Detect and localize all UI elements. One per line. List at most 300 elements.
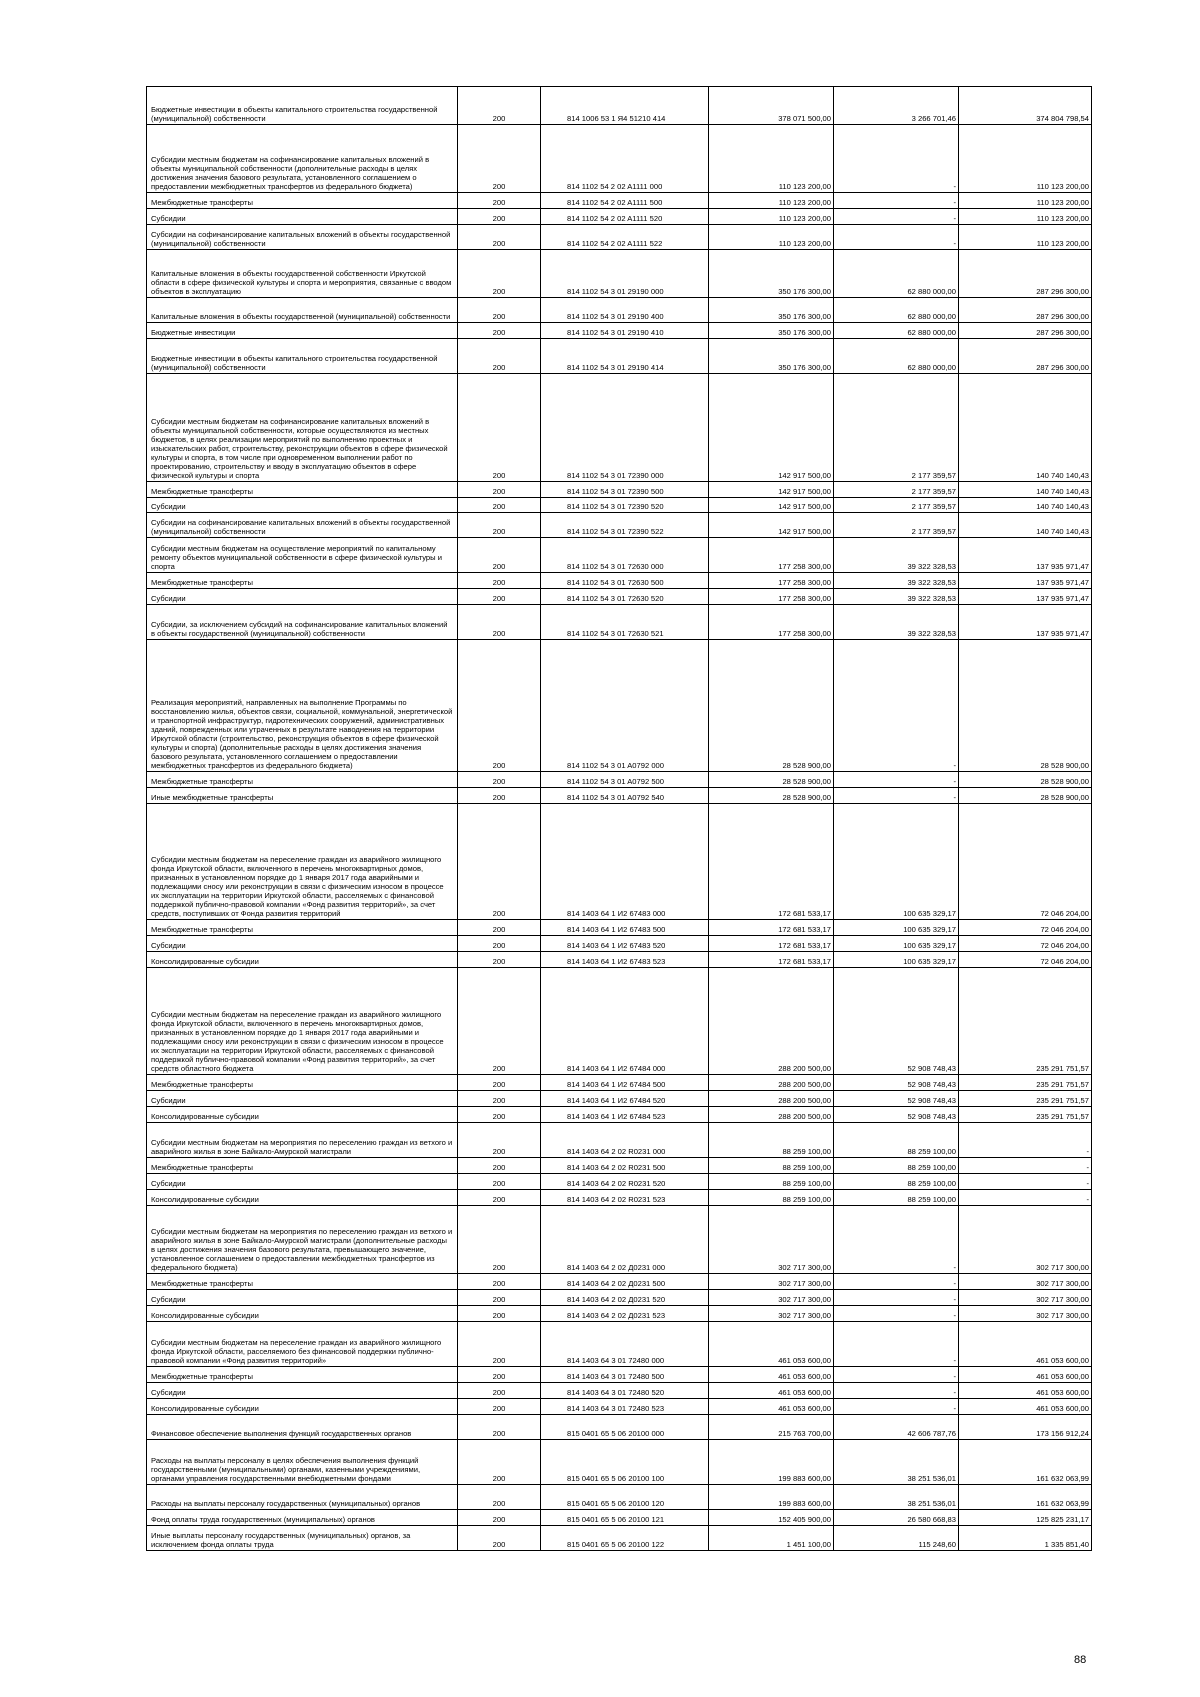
row-amount-1-cell: 152 405 900,00 — [709, 1510, 834, 1526]
row-name-cell: Фонд оплаты труда государственных (муниципальных) органов — [147, 1510, 458, 1526]
row-name-cell: Субсидии местным бюджетам на переселение граждан из аварийного жилищного фонда Иркутской области, включенного в перечень многоквартирных домов, признанных в установленном порядке до 1 января 2017 года аварийными и подлежащими сносу или реконструкции в связи с физическим износом в процессе их эксплуатации на территории Иркутской области, расселяемых с финансовой поддержкой публично-правовой компании «Фонд развития территорий», за счет средств областного бюджета — [147, 968, 458, 1075]
row-code-cell: 200 — [458, 538, 541, 573]
row-classification-cell: 814 1102 54 3 01 29190 410 — [541, 323, 709, 339]
row-name-cell: Субсидии местным бюджетам на переселение граждан из аварийного жилищного фонда Иркутской области, включенного в перечень многоквартирных домов, признанных в установленном порядке до 1 января 2017 года аварийными и подлежащими сносу или реконструкции в связи с физическим износом в процессе их эксплуатации на территории Иркутской области, расселяемых с финансовой поддержкой публично-правовой компании «Фонд развития территорий», за счет средств, поступивших от Фонда развития территорий — [147, 804, 458, 920]
row-amount-2-cell: - — [834, 1274, 959, 1290]
row-amount-2-cell: 2 177 359,57 — [834, 513, 959, 538]
row-name-cell: Капитальные вложения в объекты государственной собственности Иркутской области в сфере физической культуры и спорта и мероприятия, связанные с вводом объектов в эксплуатацию — [147, 250, 458, 298]
row-amount-1-cell: 28 528 900,00 — [709, 772, 834, 788]
row-amount-1-cell: 302 717 300,00 — [709, 1290, 834, 1306]
row-name-cell: Субсидии — [147, 1290, 458, 1306]
row-classification-cell: 814 1102 54 3 01 72390 000 — [541, 374, 709, 482]
table-row — [147, 193, 1092, 209]
row-code-cell: 200 — [458, 1322, 541, 1367]
row-code-cell: 200 — [458, 482, 541, 498]
table-row — [147, 1367, 1092, 1383]
row-amount-1-cell: 302 717 300,00 — [709, 1274, 834, 1290]
row-amount-1-cell: 1 451 100,00 — [709, 1526, 834, 1551]
row-name-cell: Межбюджетные трансферты — [147, 573, 458, 589]
row-amount-2-cell: 88 259 100,00 — [834, 1190, 959, 1206]
row-code-cell: 200 — [458, 513, 541, 538]
row-amount-1-cell: 88 259 100,00 — [709, 1123, 834, 1158]
row-amount-1-cell: 177 258 300,00 — [709, 605, 834, 640]
row-name-cell: Субсидии, за исключением субсидий на софинансирование капитальных вложений в объекты государственной (муниципальной) собственности — [147, 605, 458, 640]
row-code-cell: 200 — [458, 225, 541, 250]
row-amount-2-cell: - — [834, 1290, 959, 1306]
row-name-cell: Субсидии — [147, 1383, 458, 1399]
row-amount-1-cell: 177 258 300,00 — [709, 538, 834, 573]
table-row — [147, 1383, 1092, 1399]
row-amount-1-cell: 378 071 500,00 — [709, 87, 834, 125]
row-amount-1-cell: 350 176 300,00 — [709, 323, 834, 339]
row-amount-1-cell: 199 883 600,00 — [709, 1440, 834, 1485]
row-name-cell: Субсидии местным бюджетам на мероприятия по переселению граждан из ветхого и аварийного жилья в зоне Байкало-Амурской магистрали (дополнительные расходы в целях достижения значения базового результата, превышающего значение, установленное соглашением о предоставлении межбюджетных трансфертов из федерального бюджета) — [147, 1206, 458, 1274]
row-code-cell: 200 — [458, 1206, 541, 1274]
row-amount-2-cell: 38 251 536,01 — [834, 1440, 959, 1485]
row-classification-cell: 815 0401 65 5 06 20100 120 — [541, 1485, 709, 1510]
row-amount-2-cell: - — [834, 640, 959, 772]
row-amount-3-cell: 28 528 900,00 — [959, 772, 1092, 788]
row-amount-2-cell: - — [834, 1383, 959, 1399]
table-row — [147, 298, 1092, 323]
table-row — [147, 1290, 1092, 1306]
row-amount-3-cell: 235 291 751,57 — [959, 1075, 1092, 1091]
table-row — [147, 339, 1092, 374]
page-number: 88 — [1074, 1654, 1087, 1666]
row-amount-1-cell: 172 681 533,17 — [709, 936, 834, 952]
row-code-cell: 200 — [458, 1485, 541, 1510]
row-amount-2-cell: 39 322 328,53 — [834, 573, 959, 589]
row-amount-1-cell: 350 176 300,00 — [709, 250, 834, 298]
table-row — [147, 1174, 1092, 1190]
row-classification-cell: 814 1102 54 3 01 A0792 000 — [541, 640, 709, 772]
row-amount-1-cell: 461 053 600,00 — [709, 1383, 834, 1399]
row-name-cell: Межбюджетные трансферты — [147, 482, 458, 498]
row-classification-cell: 814 1403 64 2 02 R0231 500 — [541, 1158, 709, 1174]
row-amount-1-cell: 288 200 500,00 — [709, 968, 834, 1075]
row-amount-1-cell: 461 053 600,00 — [709, 1399, 834, 1415]
row-amount-3-cell: 137 935 971,47 — [959, 589, 1092, 605]
row-classification-cell: 814 1102 54 3 01 72630 500 — [541, 573, 709, 589]
row-name-cell: Субсидии — [147, 1174, 458, 1190]
row-code-cell: 200 — [458, 1290, 541, 1306]
row-amount-2-cell: 100 635 329,17 — [834, 952, 959, 968]
row-amount-3-cell: 28 528 900,00 — [959, 640, 1092, 772]
row-classification-cell: 814 1403 64 1 И2 67484 523 — [541, 1107, 709, 1123]
row-code-cell: 200 — [458, 323, 541, 339]
row-amount-2-cell: 2 177 359,57 — [834, 482, 959, 498]
table-row — [147, 788, 1092, 804]
row-classification-cell: 814 1403 64 1 И2 67484 000 — [541, 968, 709, 1075]
table-row — [147, 1510, 1092, 1526]
row-classification-cell: 814 1403 64 3 01 72480 000 — [541, 1322, 709, 1367]
row-name-cell: Субсидии местным бюджетам на софинансирование капитальных вложений в объекты муниципальной собственности, которые осуществляются из местных бюджетов, в целях реализации мероприятий по выполнению проектных и изыскательских работ, строительству, реконструкции объектов в сфере физической культуры и спорта, в том числе при одновременном выполнении работ по проектированию, строительству и вводу в эксплуатацию объектов в сфере физической культуры и спорта — [147, 374, 458, 482]
row-amount-1-cell: 110 123 200,00 — [709, 225, 834, 250]
row-classification-cell: 814 1102 54 3 01 72390 522 — [541, 513, 709, 538]
table-row — [147, 920, 1092, 936]
table-row — [147, 605, 1092, 640]
row-amount-3-cell: 235 291 751,57 — [959, 1091, 1092, 1107]
row-name-cell: Капитальные вложения в объекты государственной (муниципальной) собственности — [147, 298, 458, 323]
row-amount-3-cell: 461 053 600,00 — [959, 1383, 1092, 1399]
row-amount-3-cell: 235 291 751,57 — [959, 1107, 1092, 1123]
row-amount-3-cell: 140 740 140,43 — [959, 513, 1092, 538]
table-row — [147, 209, 1092, 225]
row-name-cell: Консолидированные субсидии — [147, 952, 458, 968]
row-amount-3-cell: 374 804 798,54 — [959, 87, 1092, 125]
row-amount-2-cell: - — [834, 1306, 959, 1322]
row-code-cell: 200 — [458, 1158, 541, 1174]
row-code-cell: 200 — [458, 1399, 541, 1415]
row-amount-3-cell: 125 825 231,17 — [959, 1510, 1092, 1526]
row-code-cell: 200 — [458, 1174, 541, 1190]
row-classification-cell: 814 1403 64 2 02 Д0231 520 — [541, 1290, 709, 1306]
row-code-cell: 200 — [458, 772, 541, 788]
row-name-cell: Расходы на выплаты персоналу в целях обеспечения выполнения функций государственными (муниципальными) органами, казенными учреждениями, органами управления государственными внебюджетными фондами — [147, 1440, 458, 1485]
row-amount-3-cell: 140 740 140,43 — [959, 482, 1092, 498]
row-amount-1-cell: 110 123 200,00 — [709, 193, 834, 209]
row-classification-cell: 814 1403 64 1 И2 67484 520 — [541, 1091, 709, 1107]
row-name-cell: Субсидии местным бюджетам на осуществление мероприятий по капитальному ремонту объектов муниципальной собственности в сфере физической культуры и спорта — [147, 538, 458, 573]
row-amount-1-cell: 142 917 500,00 — [709, 513, 834, 538]
row-code-cell: 200 — [458, 498, 541, 513]
row-code-cell: 200 — [458, 640, 541, 772]
row-amount-1-cell: 350 176 300,00 — [709, 298, 834, 323]
row-name-cell: Консолидированные субсидии — [147, 1190, 458, 1206]
row-code-cell: 200 — [458, 1075, 541, 1091]
row-classification-cell: 814 1403 64 2 02 Д0231 523 — [541, 1306, 709, 1322]
row-amount-1-cell: 88 259 100,00 — [709, 1158, 834, 1174]
row-code-cell: 200 — [458, 936, 541, 952]
row-amount-3-cell: - — [959, 1190, 1092, 1206]
row-amount-2-cell: 39 322 328,53 — [834, 589, 959, 605]
row-amount-3-cell: 287 296 300,00 — [959, 298, 1092, 323]
row-amount-2-cell: 52 908 748,43 — [834, 1075, 959, 1091]
row-amount-2-cell: - — [834, 193, 959, 209]
row-code-cell: 200 — [458, 1306, 541, 1322]
row-classification-cell: 814 1102 54 3 01 29190 414 — [541, 339, 709, 374]
table-row — [147, 804, 1092, 920]
row-amount-3-cell: 137 935 971,47 — [959, 538, 1092, 573]
row-amount-1-cell: 142 917 500,00 — [709, 482, 834, 498]
row-amount-3-cell: 302 717 300,00 — [959, 1306, 1092, 1322]
table-row — [147, 1306, 1092, 1322]
row-name-cell: Субсидии на софинансирование капитальных вложений в объекты государственной (муниципальной) собственности — [147, 513, 458, 538]
row-code-cell: 200 — [458, 573, 541, 589]
table-row — [147, 772, 1092, 788]
row-amount-1-cell: 461 053 600,00 — [709, 1322, 834, 1367]
row-amount-2-cell: 115 248,60 — [834, 1526, 959, 1551]
row-name-cell: Межбюджетные трансферты — [147, 193, 458, 209]
row-classification-cell: 814 1403 64 3 01 72480 500 — [541, 1367, 709, 1383]
row-amount-3-cell: 1 335 851,40 — [959, 1526, 1092, 1551]
row-code-cell: 200 — [458, 1091, 541, 1107]
table-row — [147, 952, 1092, 968]
row-classification-cell: 814 1102 54 2 02 A1111 520 — [541, 209, 709, 225]
row-amount-1-cell: 177 258 300,00 — [709, 573, 834, 589]
row-code-cell: 200 — [458, 193, 541, 209]
row-name-cell: Финансовое обеспечение выполнения функций государственных органов — [147, 1415, 458, 1440]
row-amount-2-cell: 2 177 359,57 — [834, 498, 959, 513]
table-row — [147, 573, 1092, 589]
row-amount-1-cell: 215 763 700,00 — [709, 1415, 834, 1440]
row-amount-1-cell: 88 259 100,00 — [709, 1190, 834, 1206]
row-classification-cell: 814 1102 54 3 01 72630 000 — [541, 538, 709, 573]
row-name-cell: Субсидии — [147, 936, 458, 952]
row-amount-2-cell: 88 259 100,00 — [834, 1123, 959, 1158]
row-classification-cell: 814 1102 54 3 01 A0792 500 — [541, 772, 709, 788]
row-amount-1-cell: 302 717 300,00 — [709, 1306, 834, 1322]
table-row — [147, 1190, 1092, 1206]
table-row — [147, 1274, 1092, 1290]
row-classification-cell: 815 0401 65 5 06 20100 122 — [541, 1526, 709, 1551]
row-amount-3-cell: 28 528 900,00 — [959, 788, 1092, 804]
table-row — [147, 1206, 1092, 1274]
row-amount-3-cell: 461 053 600,00 — [959, 1322, 1092, 1367]
row-name-cell: Межбюджетные трансферты — [147, 1274, 458, 1290]
row-amount-1-cell: 172 681 533,17 — [709, 920, 834, 936]
row-amount-3-cell: - — [959, 1174, 1092, 1190]
row-amount-2-cell: - — [834, 125, 959, 193]
table-row — [147, 1123, 1092, 1158]
row-code-cell: 200 — [458, 1526, 541, 1551]
row-code-cell: 200 — [458, 298, 541, 323]
row-amount-2-cell: 62 880 000,00 — [834, 298, 959, 323]
row-name-cell: Бюджетные инвестиции в объекты капитального строительства государственной (муниципальной) собственности — [147, 87, 458, 125]
row-classification-cell: 814 1403 64 2 02 Д0231 000 — [541, 1206, 709, 1274]
row-amount-2-cell: - — [834, 772, 959, 788]
table-row — [147, 1485, 1092, 1510]
row-code-cell: 200 — [458, 125, 541, 193]
row-amount-1-cell: 288 200 500,00 — [709, 1107, 834, 1123]
row-amount-2-cell: 88 259 100,00 — [834, 1158, 959, 1174]
row-amount-3-cell: 287 296 300,00 — [959, 339, 1092, 374]
row-code-cell: 200 — [458, 1123, 541, 1158]
row-amount-3-cell: - — [959, 1158, 1092, 1174]
row-amount-3-cell: 140 740 140,43 — [959, 498, 1092, 513]
table-row — [147, 1158, 1092, 1174]
row-code-cell: 200 — [458, 1415, 541, 1440]
row-amount-2-cell: 62 880 000,00 — [834, 323, 959, 339]
row-name-cell: Субсидии — [147, 589, 458, 605]
row-amount-3-cell: 161 632 063,99 — [959, 1485, 1092, 1510]
row-amount-1-cell: 28 528 900,00 — [709, 640, 834, 772]
row-amount-3-cell: 110 123 200,00 — [959, 209, 1092, 225]
row-amount-3-cell: 287 296 300,00 — [959, 250, 1092, 298]
row-classification-cell: 814 1403 64 2 02 R0231 523 — [541, 1190, 709, 1206]
row-amount-1-cell: 88 259 100,00 — [709, 1174, 834, 1190]
row-name-cell: Субсидии местным бюджетам на софинансирование капитальных вложений в объекты муниципальной собственности (дополнительные расходы в целях достижения значения базового результата, установленного соглашением о предоставлении межбюджетных трансфертов из федерального бюджета) — [147, 125, 458, 193]
table-row — [147, 1399, 1092, 1415]
row-amount-1-cell: 172 681 533,17 — [709, 804, 834, 920]
row-name-cell: Межбюджетные трансферты — [147, 1158, 458, 1174]
table-row — [147, 323, 1092, 339]
row-name-cell: Расходы на выплаты персоналу государственных (муниципальных) органов — [147, 1485, 458, 1510]
row-name-cell: Иные выплаты персоналу государственных (муниципальных) органов, за исключением фонда оплаты труда — [147, 1526, 458, 1551]
row-amount-3-cell: 72 046 204,00 — [959, 804, 1092, 920]
row-classification-cell: 815 0401 65 5 06 20100 100 — [541, 1440, 709, 1485]
row-amount-2-cell: - — [834, 225, 959, 250]
row-code-cell: 200 — [458, 804, 541, 920]
table-row — [147, 1322, 1092, 1367]
row-classification-cell: 814 1102 54 2 02 A1111 500 — [541, 193, 709, 209]
table-row — [147, 1091, 1092, 1107]
table-row — [147, 1415, 1092, 1440]
row-name-cell: Субсидии местным бюджетам на мероприятия по переселению граждан из ветхого и аварийного жилья в зоне Байкало-Амурской магистрали — [147, 1123, 458, 1158]
row-classification-cell: 814 1403 64 1 И2 67483 523 — [541, 952, 709, 968]
row-amount-2-cell: - — [834, 209, 959, 225]
row-classification-cell: 814 1102 54 2 02 A1111 000 — [541, 125, 709, 193]
row-code-cell: 200 — [458, 374, 541, 482]
row-amount-2-cell: - — [834, 1367, 959, 1383]
budget-table — [146, 86, 1092, 1551]
row-amount-3-cell: 235 291 751,57 — [959, 968, 1092, 1075]
row-classification-cell: 814 1403 64 2 02 Д0231 500 — [541, 1274, 709, 1290]
row-name-cell: Бюджетные инвестиции в объекты капитального строительства государственной (муниципальной) собственности — [147, 339, 458, 374]
row-amount-2-cell: 100 635 329,17 — [834, 804, 959, 920]
row-classification-cell: 814 1102 54 3 01 72630 520 — [541, 589, 709, 605]
row-code-cell: 200 — [458, 250, 541, 298]
row-code-cell: 200 — [458, 920, 541, 936]
table-row — [147, 125, 1092, 193]
row-amount-2-cell: - — [834, 1206, 959, 1274]
row-name-cell: Субсидии — [147, 209, 458, 225]
row-amount-1-cell: 199 883 600,00 — [709, 1485, 834, 1510]
row-amount-1-cell: 302 717 300,00 — [709, 1206, 834, 1274]
row-amount-1-cell: 110 123 200,00 — [709, 209, 834, 225]
row-amount-2-cell: 42 606 787,76 — [834, 1415, 959, 1440]
row-amount-2-cell: 62 880 000,00 — [834, 250, 959, 298]
table-body — [147, 87, 1092, 1551]
table-row — [147, 640, 1092, 772]
table-row — [147, 936, 1092, 952]
row-amount-1-cell: 110 123 200,00 — [709, 125, 834, 193]
row-classification-cell: 814 1006 53 1 Я4 51210 414 — [541, 87, 709, 125]
row-amount-1-cell: 288 200 500,00 — [709, 1075, 834, 1091]
table-row — [147, 513, 1092, 538]
row-code-cell: 200 — [458, 1274, 541, 1290]
table-row — [147, 1526, 1092, 1551]
row-classification-cell: 814 1102 54 3 01 72390 500 — [541, 482, 709, 498]
row-amount-2-cell: 39 322 328,53 — [834, 605, 959, 640]
row-code-cell: 200 — [458, 968, 541, 1075]
row-code-cell: 200 — [458, 589, 541, 605]
row-name-cell: Межбюджетные трансферты — [147, 772, 458, 788]
row-code-cell: 200 — [458, 1383, 541, 1399]
row-amount-3-cell: 302 717 300,00 — [959, 1206, 1092, 1274]
row-name-cell: Бюджетные инвестиции — [147, 323, 458, 339]
row-amount-2-cell: - — [834, 1322, 959, 1367]
row-amount-1-cell: 288 200 500,00 — [709, 1091, 834, 1107]
table-row — [147, 968, 1092, 1075]
row-amount-1-cell: 350 176 300,00 — [709, 339, 834, 374]
row-amount-1-cell: 172 681 533,17 — [709, 952, 834, 968]
row-code-cell: 200 — [458, 339, 541, 374]
row-amount-3-cell: 110 123 200,00 — [959, 225, 1092, 250]
row-amount-3-cell: 287 296 300,00 — [959, 323, 1092, 339]
row-amount-3-cell: 137 935 971,47 — [959, 605, 1092, 640]
row-code-cell: 200 — [458, 1190, 541, 1206]
row-name-cell: Субсидии — [147, 498, 458, 513]
table-row — [147, 87, 1092, 125]
row-classification-cell: 814 1102 54 3 01 29190 400 — [541, 298, 709, 323]
table-row — [147, 374, 1092, 482]
row-name-cell: Межбюджетные трансферты — [147, 1075, 458, 1091]
row-amount-3-cell: 110 123 200,00 — [959, 125, 1092, 193]
row-amount-1-cell: 461 053 600,00 — [709, 1367, 834, 1383]
row-code-cell: 200 — [458, 1510, 541, 1526]
row-amount-3-cell: 173 156 912,24 — [959, 1415, 1092, 1440]
row-classification-cell: 814 1102 54 3 01 29190 000 — [541, 250, 709, 298]
row-amount-2-cell: 62 880 000,00 — [834, 339, 959, 374]
row-classification-cell: 815 0401 65 5 06 20100 000 — [541, 1415, 709, 1440]
row-amount-2-cell: 100 635 329,17 — [834, 936, 959, 952]
row-amount-3-cell: 72 046 204,00 — [959, 952, 1092, 968]
row-amount-2-cell: - — [834, 788, 959, 804]
row-classification-cell: 814 1403 64 2 02 R0231 520 — [541, 1174, 709, 1190]
table-row — [147, 589, 1092, 605]
row-amount-1-cell: 28 528 900,00 — [709, 788, 834, 804]
row-classification-cell: 814 1403 64 2 02 R0231 000 — [541, 1123, 709, 1158]
row-amount-2-cell: 3 266 701,46 — [834, 87, 959, 125]
row-amount-3-cell: 461 053 600,00 — [959, 1399, 1092, 1415]
row-classification-cell: 814 1403 64 1 И2 67483 000 — [541, 804, 709, 920]
row-code-cell: 200 — [458, 1367, 541, 1383]
row-amount-2-cell: 52 908 748,43 — [834, 1091, 959, 1107]
row-amount-3-cell: 161 632 063,99 — [959, 1440, 1092, 1485]
row-code-cell: 200 — [458, 788, 541, 804]
row-amount-2-cell: 2 177 359,57 — [834, 374, 959, 482]
row-name-cell: Субсидии — [147, 1091, 458, 1107]
row-code-cell: 200 — [458, 1107, 541, 1123]
table-row — [147, 498, 1092, 513]
row-amount-2-cell: 88 259 100,00 — [834, 1174, 959, 1190]
table-row — [147, 225, 1092, 250]
row-amount-3-cell: 137 935 971,47 — [959, 573, 1092, 589]
row-classification-cell: 815 0401 65 5 06 20100 121 — [541, 1510, 709, 1526]
row-classification-cell: 814 1102 54 3 01 72630 521 — [541, 605, 709, 640]
row-amount-3-cell: 110 123 200,00 — [959, 193, 1092, 209]
row-amount-2-cell: 100 635 329,17 — [834, 920, 959, 936]
row-amount-2-cell: 26 580 668,83 — [834, 1510, 959, 1526]
row-classification-cell: 814 1403 64 1 И2 67483 520 — [541, 936, 709, 952]
row-name-cell: Субсидии местным бюджетам на переселение граждан из аварийного жилищного фонда Иркутской области, расселяемого без финансовой поддержки публично-правовой компании «Фонд развития территорий» — [147, 1322, 458, 1367]
row-classification-cell: 814 1102 54 3 01 A0792 540 — [541, 788, 709, 804]
row-name-cell: Консолидированные субсидии — [147, 1306, 458, 1322]
row-amount-3-cell: 72 046 204,00 — [959, 920, 1092, 936]
table-row — [147, 482, 1092, 498]
table-row — [147, 1440, 1092, 1485]
row-code-cell: 200 — [458, 209, 541, 225]
row-amount-3-cell: 302 717 300,00 — [959, 1274, 1092, 1290]
table-row — [147, 1075, 1092, 1091]
table-row — [147, 1107, 1092, 1123]
table-row — [147, 250, 1092, 298]
row-amount-2-cell: 39 322 328,53 — [834, 538, 959, 573]
row-name-cell: Реализация мероприятий, направленных на выполнение Программы по восстановлению жилья, объектов связи, социальной, коммунальной, энергетической и транспортной инфраструктур, гидротехнических сооружений, административных зданий, поврежденных или утраченных в результате наводнения на территории Иркутской области (строительство, реконструкция объектов в сфере физической культуры и спорта) (дополнительные расходы в целях достижения значения базового результата, установленного соглашением о предоставлении межбюджетных трансфертов из федерального бюджета) — [147, 640, 458, 772]
row-amount-2-cell: 38 251 536,01 — [834, 1485, 959, 1510]
row-classification-cell: 814 1102 54 3 01 72390 520 — [541, 498, 709, 513]
row-amount-3-cell: - — [959, 1123, 1092, 1158]
row-classification-cell: 814 1403 64 1 И2 67483 500 — [541, 920, 709, 936]
row-classification-cell: 814 1403 64 3 01 72480 520 — [541, 1383, 709, 1399]
row-code-cell: 200 — [458, 1440, 541, 1485]
row-amount-3-cell: 140 740 140,43 — [959, 374, 1092, 482]
row-name-cell: Консолидированные субсидии — [147, 1107, 458, 1123]
row-amount-1-cell: 177 258 300,00 — [709, 589, 834, 605]
row-code-cell: 200 — [458, 87, 541, 125]
row-amount-2-cell: 52 908 748,43 — [834, 968, 959, 1075]
